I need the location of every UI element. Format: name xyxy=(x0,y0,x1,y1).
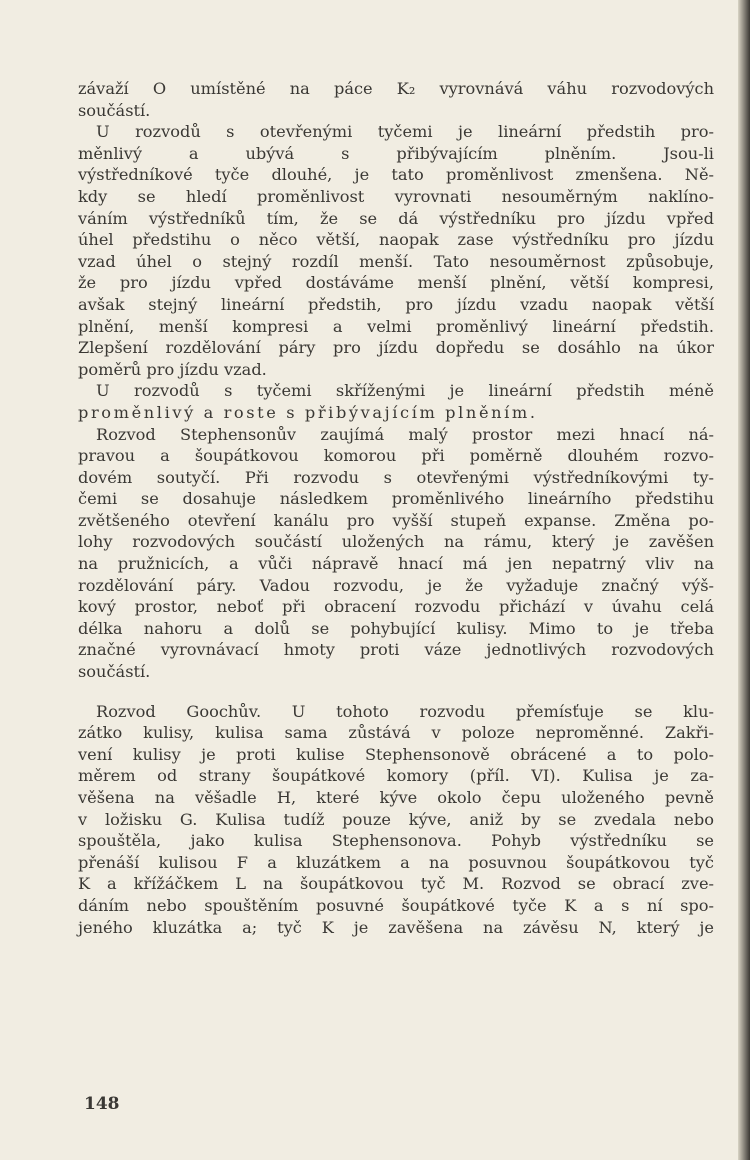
text-line: čemi se dosahuje následkem proměnlivého lineárního předstihu xyxy=(78,489,714,509)
body-text xyxy=(78,78,714,938)
text-line: K a křížáčkem L na šoupátkovou tyč M. Rozvod se obrací zve- xyxy=(78,874,714,894)
text-line: délka nahoru a dolů se pohybující kulisy. Mimo to je třeba xyxy=(78,618,714,638)
text-line: v ložisku G. Kulisa tudíž pouze kýve, aniž by se zvedala nebo xyxy=(78,809,714,829)
text-line: spouštěla, jako kulisa Stephensonova. Pohyb výstředníku se xyxy=(78,831,714,851)
text-line: věšena na věšadle H, které kýve okolo čepu uloženého pevně xyxy=(78,788,714,807)
text-line: U rozvodů s tyčemi skříženými je lineární předstih méně xyxy=(96,381,714,401)
paragraph-gap xyxy=(78,683,714,701)
text-line: kový prostor, neboť při obracení rozvodu přichází v úvahu celá xyxy=(78,597,714,617)
text-line: Rozvod Stephensonův zaujímá malý prostor mezi hnací ná- xyxy=(96,424,714,444)
text-line: Zlepšení rozdělování páry pro jízdu dopředu se dosáhlo na úkor xyxy=(78,338,714,358)
text-line: kdy se hledí proměnlivost vyrovnati nesouměrným naklíno- xyxy=(78,186,714,206)
text-line: že pro jízdu vpřed dostáváme menší plnění, větší kompresi, xyxy=(78,273,714,293)
text-line: poměrů pro jízdu vzad. xyxy=(78,359,267,379)
text-line: vzad úhel o stejný rozdíl menší. Tato nesouměrnost způsobuje, xyxy=(78,251,714,271)
text-line: Rozvod Goochův. U tohoto rozvodu přemísťuje se klu- xyxy=(96,701,714,721)
text-line: lohy rozvodových součástí uložených na rámu, který je zavěšen xyxy=(78,532,714,552)
text-line: U rozvodů s otevřenými tyčemi je lineární předstih pro- xyxy=(96,122,714,142)
text-line: měrem od strany šoupátkové komory (příl. VI). Kulisa je za- xyxy=(78,766,714,786)
text-line: součástí. xyxy=(78,100,151,120)
text-line: proměnlivý a roste s přibývajícím plněním. xyxy=(78,402,538,422)
page-number: 148 xyxy=(84,1094,120,1114)
text-line: měnlivý a ubývá s přibývajícím plněním. Jsou-li xyxy=(78,143,714,163)
text-line: na pružnicích, a vůči nápravě hnací má jen nepatrný vliv na xyxy=(78,554,714,574)
text-line: výstředníkové tyče dlouhé, je tato proměnlivost zmenšena. Ně- xyxy=(78,165,714,185)
text-line: dovém soutyčí. Při rozvodu s otevřenými výstředníkovými ty- xyxy=(78,467,714,487)
text-line: značné vyrovnávací hmoty proti váze jednotlivých rozvodových xyxy=(78,640,714,660)
text-line: úhel předstihu o něco větší, naopak zase výstředníku pro jízdu xyxy=(78,230,714,250)
text-line: přenáší kulisou F a kluzátkem a na posuvnou šoupátkovou tyč xyxy=(78,852,714,872)
text-line: váním výstředníků tím, že se dá výstředníku pro jízdu vpřed xyxy=(78,208,714,228)
text-line: rozdělování páry. Vadou rozvodu, je že vyžaduje značný výš- xyxy=(78,575,714,595)
text-line: dáním nebo spouštěním posuvné šoupátkové tyče K a s ní spo- xyxy=(78,895,714,915)
page-edge-shadow xyxy=(738,0,750,1160)
text-line: jeného kluzátka a; tyč K je zavěšena na závěsu N, který je xyxy=(78,917,714,937)
text-line: závaží O umístěné na páce K₂ vyrovnává váhu rozvodových xyxy=(78,79,714,98)
text-line: avšak stejný lineární předstih, pro jízdu vzadu naopak větší xyxy=(78,294,714,314)
text-line: zvětšeného otevření kanálu pro vyšší stupeň expanse. Změna po- xyxy=(78,510,714,530)
text-line: pravou a šoupátkovou komorou při poměrně dlouhém rozvo- xyxy=(78,446,714,466)
text-line: zátko kulisy, kulisa sama zůstává v poloze neproměnné. Zakři- xyxy=(78,723,714,743)
text-line: plnění, menší kompresi a velmi proměnlivý lineární předstih. xyxy=(78,316,714,336)
text-line: vení kulisy je proti kulise Stephensonově obrácené a to polo- xyxy=(78,744,714,764)
text-line: součástí. xyxy=(78,662,151,682)
